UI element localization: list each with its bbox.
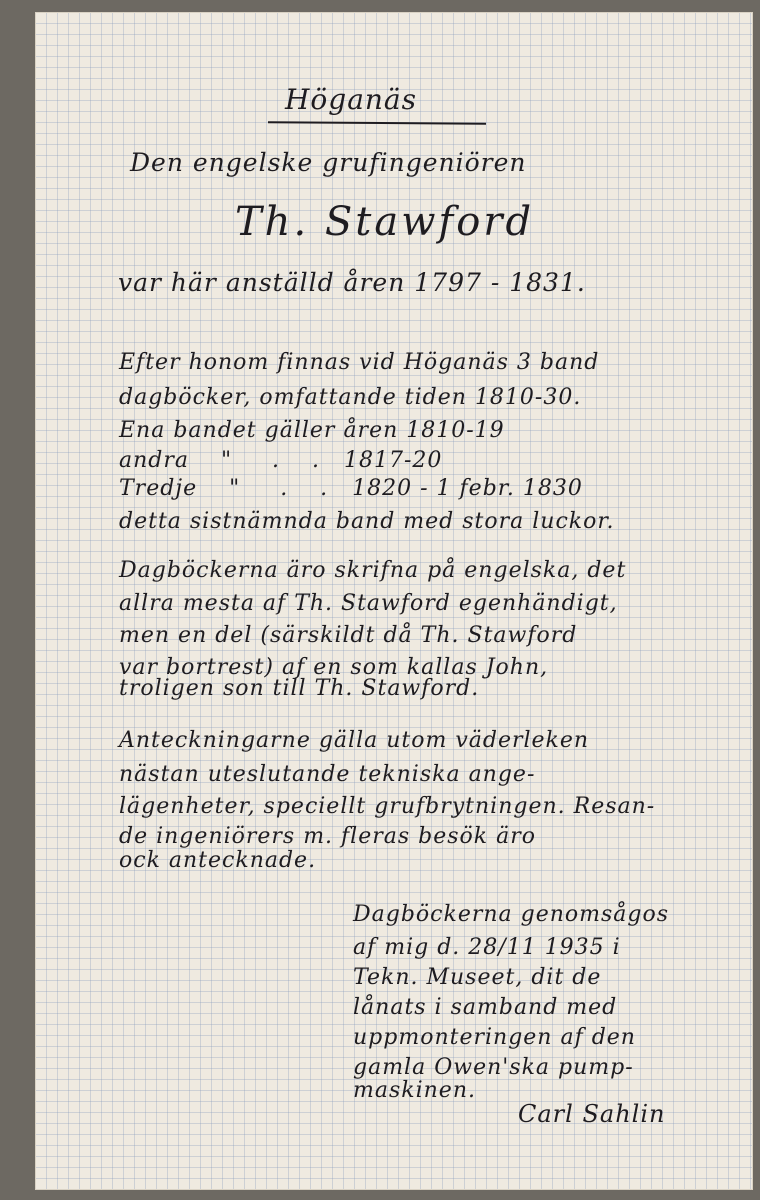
paragraph-2-line: men en del (särskildt då Th. Stawford	[119, 623, 578, 648]
paragraph-4-line: lånats i samband med	[353, 995, 618, 1020]
paragraph-3-line: nästan uteslutande tekniska ange-	[119, 762, 536, 787]
paragraph-2-line: var bortrest) af en som kallas John,	[119, 655, 549, 680]
paragraph-3-line: Anteckningarne gälla utom väderleken	[119, 728, 590, 753]
paragraph-4-line: maskinen.	[353, 1078, 476, 1103]
paragraph-3-line: de ingeniörers m. fleras besök äro	[119, 824, 536, 849]
paragraph-2-line: allra mesta af Th. Stawford egenhändigt,	[119, 591, 618, 616]
paragraph-4-line: af mig d. 28/11 1935 i	[353, 935, 621, 960]
paragraph-1-line: Efter honom finnas vid Höganäs 3 band	[119, 350, 600, 375]
paragraph-1-line: Ena bandet gäller åren 1810-19	[119, 418, 505, 443]
paragraph-4-line: Tekn. Museet, dit de	[353, 965, 602, 990]
paragraph-3-line: ock antecknade.	[119, 848, 317, 873]
paragraph-4-line: gamla Owen'ska pump-	[353, 1055, 634, 1080]
paragraph-2-line: troligen son till Th. Stawford.	[119, 676, 480, 701]
document-title: Höganäs	[285, 83, 417, 116]
paragraph-1-line: Tredje " . . 1820 - 1 febr. 1830	[119, 476, 583, 501]
paragraph-2-line: Dagböckerna äro skrifna på engelska, det	[119, 558, 627, 583]
paragraph-1-line: detta sistnämnda band med stora luckor.	[119, 509, 615, 534]
paragraph-1-line: dagböcker, omfattande tiden 1810-30.	[119, 385, 582, 410]
title-underline	[268, 121, 486, 125]
paragraph-4-line: uppmonteringen af den	[353, 1025, 636, 1050]
paragraph-3-line: lägenheter, speciellt grufbrytningen. Resan-	[119, 794, 656, 819]
signature: Carl Sahlin	[518, 1100, 666, 1128]
employment-line: var här anställd åren 1797 - 1831.	[118, 268, 586, 297]
document-subtitle: Den engelske grufingeniören	[130, 148, 527, 177]
paragraph-1-line: andra " . . 1817-20	[119, 448, 443, 473]
paragraph-4-line: Dagböckerna genomsågos	[353, 902, 670, 927]
document-sheet	[35, 12, 753, 1190]
person-name: Th. Stawford	[235, 199, 535, 245]
